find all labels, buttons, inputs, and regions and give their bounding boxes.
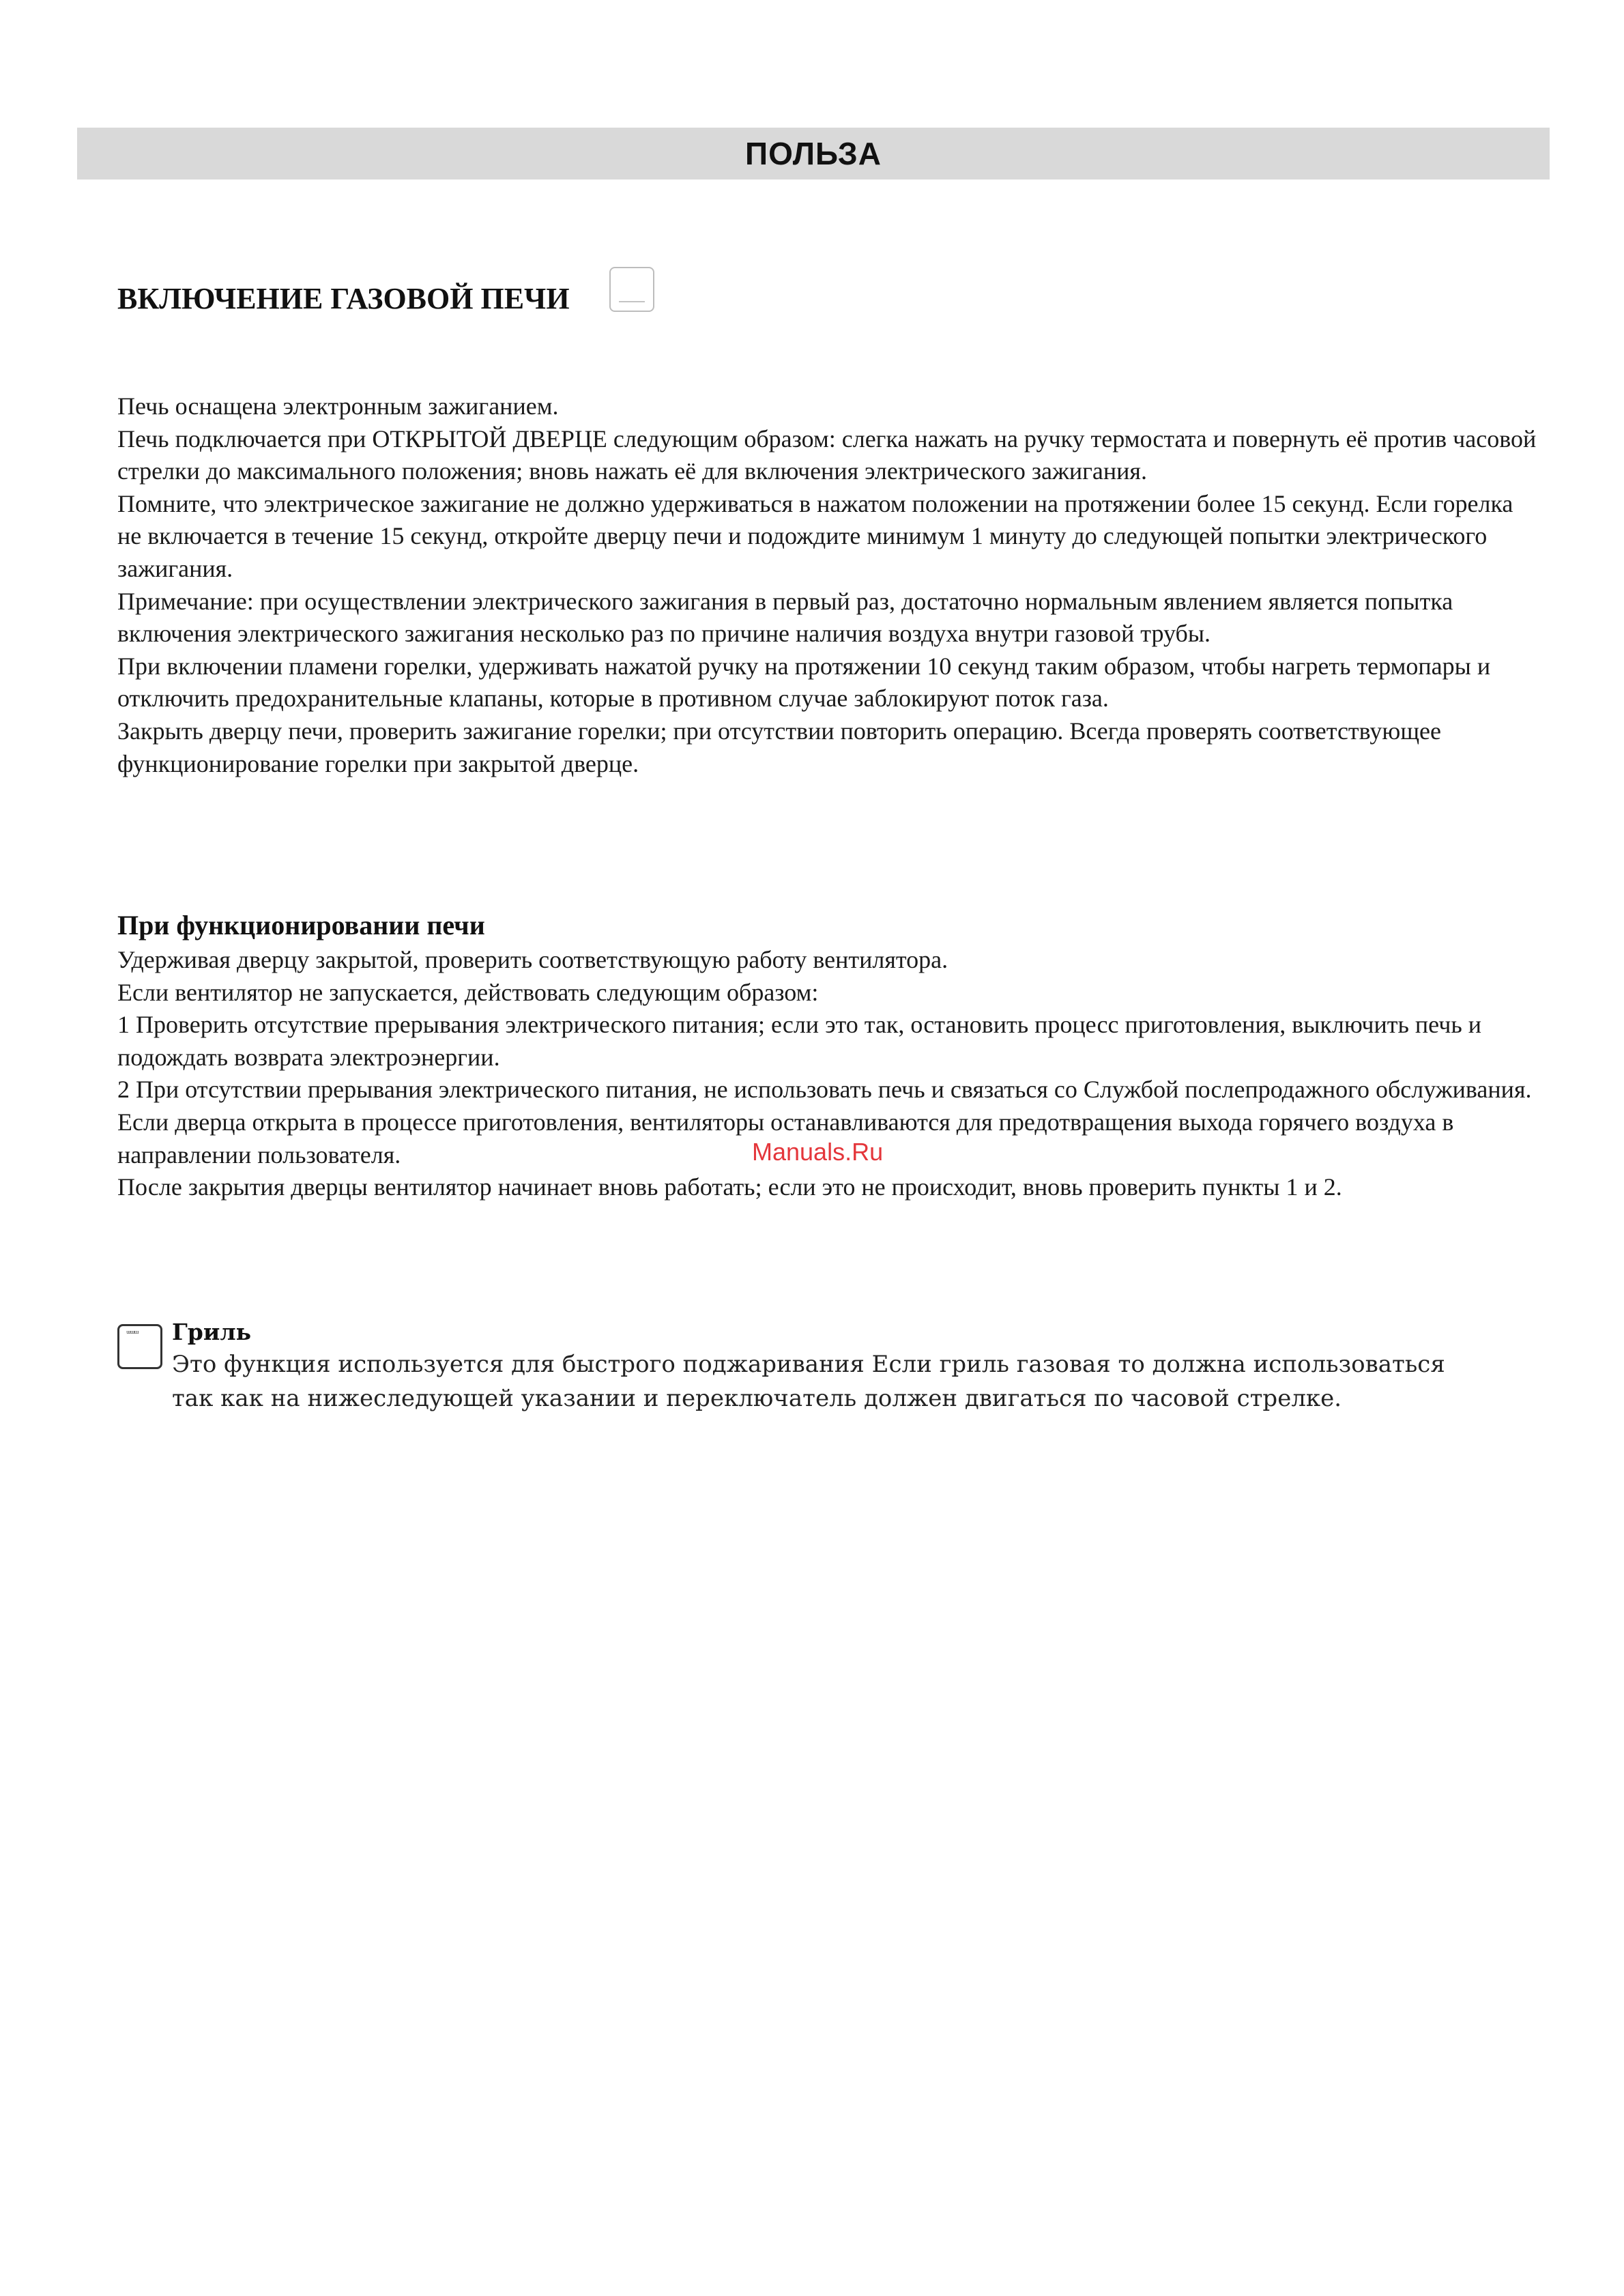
- paragraph: Закрыть дверцу печи, проверить зажигание горелки; при отсутствии повторить операцию. Всегда проверять соответствующее функционирование горелки при закрытой дверце.: [117, 717, 1441, 777]
- paragraph: 1 Проверить отсутствие прерывания электрического питания; если это так, остановить процесс приготовления, выключить печь и подождать возврата электроэнергии.: [117, 1011, 1482, 1071]
- section-title: ВКЛЮЧЕНИЕ ГАЗОВОЙ ПЕЧИ: [117, 282, 570, 315]
- paragraph: Печь подключается при ОТКРЫТОЙ ДВЕРЦЕ следующим образом: слегка нажать на ручку термостата и повернуть её против часовой стрелки до максимального положения; вновь нажать её для включения электрического зажигания.: [117, 425, 1537, 485]
- watermark: Manuals.Ru: [752, 1138, 884, 1166]
- paragraph: 2 При отсутствии прерывания электрического питания, не использовать печь и связаться со Службой послепродажного обслуживания.: [117, 1076, 1532, 1104]
- paragraph: Если дверца открыта в процессе приготовления, вентиляторы останавливаются для предотвращения выхода горячего воздуха в направлении пользователя.: [117, 1108, 1454, 1168]
- paragraph: Удерживая дверцу закрытой, проверить соответствующую работу вентилятора.: [117, 946, 948, 973]
- page-title: ПОЛЬЗА: [745, 136, 882, 171]
- section-header-bar: [77, 128, 1550, 180]
- paragraph: После закрытия дверцы вентилятор начинает вновь работать; если это не происходит, вновь проверить пункты 1 и 2.: [117, 1173, 1342, 1201]
- ignition-instructions: [117, 390, 1537, 780]
- grill-line: Это функция используется для быстрого поджаривания Если гриль газовая то должна использоваться: [172, 1351, 1445, 1378]
- paragraph: При включении пламени горелки, удерживать нажатой ручку на протяжении 10 секунд таким образом, чтобы нагреть термопары и отключить предохранительные клапаны, которые в противном случае заблокируют поток газа.: [117, 652, 1491, 713]
- oven-icon: [609, 267, 654, 312]
- paragraph: Если вентилятор не запускается, действовать следующим образом:: [117, 978, 819, 1006]
- operation-subtitle: При функционировании печи: [117, 910, 485, 941]
- grill-section: [172, 1317, 1468, 1416]
- grill-title: Гриль: [172, 1319, 251, 1345]
- paragraph: Примечание: при осуществлении электрического зажигания в первый раз, достаточно нормальным явлением является попытка включения электрического зажигания несколько раз по причине наличия воздуха внутри газовой трубы.: [117, 587, 1453, 648]
- paragraph: Помните, что электрическое зажигание не должно удерживаться в нажатом положении на протяжении более 15 секунд. Если горелка не включается в течение 15 секунд, откройте дверцу печи и подождите минимум 1 минуту до следующей попытки электрического зажигания.: [117, 489, 1513, 582]
- paragraph: Печь оснащена электронным зажиганием.: [117, 392, 559, 420]
- grill-icon: [117, 1324, 162, 1369]
- grill-line: так как на нижеследующей указании и переключатель должен двигаться по часовой стрелке.: [172, 1385, 1342, 1412]
